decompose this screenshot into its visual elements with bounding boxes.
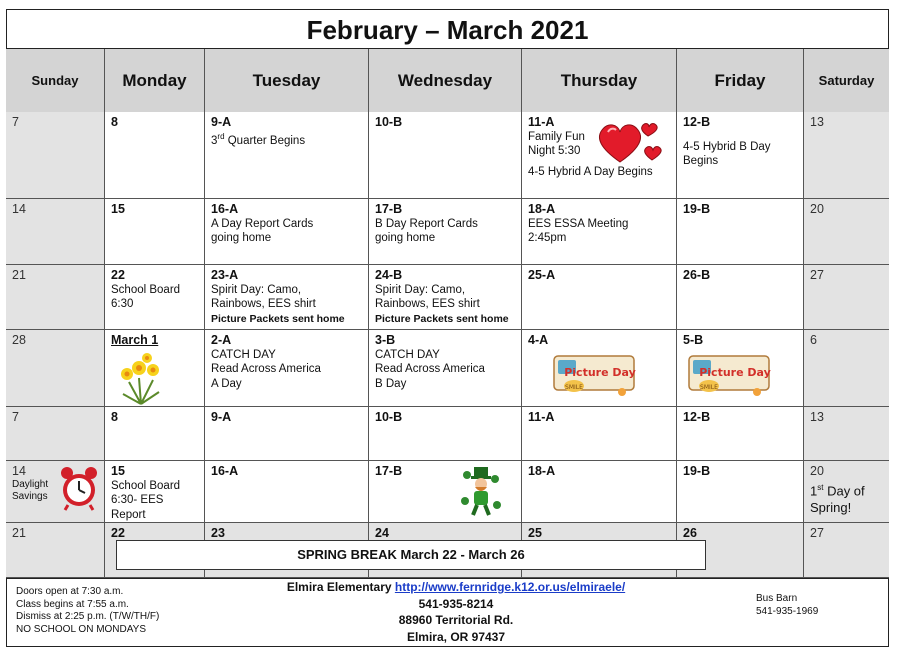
day-number: 27	[810, 268, 824, 282]
event-text: Night 5:30	[528, 145, 581, 157]
event-text: B Day	[375, 377, 407, 390]
picture-day-smile: SMILE	[565, 384, 583, 391]
event-text: CATCH DAY	[211, 348, 276, 361]
footer	[6, 578, 889, 647]
day-number: 14	[12, 202, 26, 216]
day-number: 11-A	[528, 115, 555, 129]
day-cell	[804, 523, 889, 578]
event-text: B Day Report Cards going home	[375, 217, 478, 244]
school-contact	[196, 579, 716, 645]
day-number: 14	[12, 464, 26, 478]
picture-day-label: Picture Day	[564, 366, 636, 379]
day-number: 9-A	[211, 115, 232, 129]
day-number: 4-A	[528, 333, 549, 347]
day-number: 7	[12, 410, 19, 424]
event-text: Daylight	[12, 478, 49, 490]
day-number: 16-A	[211, 202, 239, 216]
day-cell	[205, 407, 369, 461]
hearts-icon	[596, 118, 664, 168]
day-number: 25	[528, 526, 542, 540]
alarm-clock-icon	[58, 465, 100, 511]
event-text: A Day	[211, 377, 242, 390]
event-text: Picture Packets sent home	[375, 312, 509, 325]
day-number: 24-B	[375, 268, 403, 282]
day-number: 13	[810, 115, 824, 129]
header-tuesday: Tuesday	[205, 49, 369, 112]
day-number: 25-A	[528, 268, 556, 282]
day-number: 26	[683, 526, 697, 540]
day-cell	[677, 199, 804, 265]
day-cell	[522, 265, 677, 330]
leprechaun-icon	[461, 465, 501, 519]
day-number: 9-A	[211, 410, 232, 424]
day-number: 23-A	[211, 268, 239, 282]
day-number: March 1	[111, 333, 159, 347]
picture-day-label: Picture Day	[699, 366, 771, 379]
day-number: 3-B	[375, 333, 396, 347]
picture-day-icon	[685, 348, 773, 398]
day-cell	[6, 199, 105, 265]
day-cell	[804, 330, 889, 407]
day-number: 17-B	[375, 464, 403, 478]
day-cell	[677, 407, 804, 461]
daffodil-icon	[111, 348, 171, 406]
schedule-info	[16, 586, 159, 636]
day-cell	[522, 407, 677, 461]
day-number: 21	[12, 268, 26, 282]
day-cell	[369, 265, 522, 330]
day-number: 15	[111, 464, 125, 478]
event-text: Read Across America	[375, 363, 485, 375]
day-number: 20	[810, 202, 824, 216]
day-number: 26-B	[683, 268, 711, 282]
day-number: 22	[111, 268, 125, 282]
day-cell	[6, 407, 105, 461]
day-cell	[522, 199, 677, 265]
day-cell	[369, 112, 522, 199]
day-number: 12-B	[683, 115, 711, 129]
header-monday: Monday	[105, 49, 205, 112]
event-text: School Board 6:30- EES Report	[111, 479, 181, 521]
header-wednesday: Wednesday	[369, 49, 522, 112]
school-address: 88960 Territorial Rd.	[398, 613, 514, 627]
day-cell	[205, 199, 369, 265]
school-city: Elmira, OR 97437	[406, 629, 506, 644]
day-cell	[6, 112, 105, 199]
day-cell	[105, 330, 205, 407]
day-cell	[677, 265, 804, 330]
event-text: School Board 6:30	[111, 283, 181, 310]
day-number: 10-B	[375, 115, 403, 129]
day-number: 8	[111, 115, 118, 129]
day-number: 28	[12, 333, 26, 347]
calendar-title: February – March 2021	[6, 9, 889, 49]
footer-line: Class begins at 7:55 a.m.	[16, 598, 129, 610]
day-cell	[677, 112, 804, 199]
day-cell	[205, 330, 369, 407]
school-website-link[interactable]: http://www.fernridge.k12.or.us/elmiraele/	[394, 580, 626, 594]
day-cell	[105, 112, 205, 199]
day-number: 7	[12, 115, 19, 129]
day-cell	[105, 199, 205, 265]
bus-barn-info	[756, 593, 818, 618]
bus-barn-phone: 541-935-1969	[756, 605, 819, 617]
event-text: 4-5 Hybrid A Day Begins	[528, 165, 653, 178]
event-text: EES ESSA Meeting 2:45pm	[528, 217, 629, 244]
day-cell	[804, 112, 889, 199]
day-cell	[369, 330, 522, 407]
day-cell	[369, 461, 522, 523]
school-phone: 541-935-8214	[418, 596, 494, 611]
day-number: 5-B	[683, 333, 704, 347]
day-cell	[369, 407, 522, 461]
bus-barn-title: Bus Barn	[756, 593, 798, 604]
day-number: 6	[810, 333, 817, 347]
school-name: Elmira Elementary	[286, 580, 392, 594]
event-text: Picture Packets sent home	[211, 312, 345, 325]
day-number: 27	[810, 526, 824, 540]
event-text: 1st Day of Spring!	[810, 482, 865, 515]
day-number: 11-A	[528, 410, 555, 424]
event-text: Family Fun	[528, 130, 585, 143]
event-text: Read Across America	[211, 363, 321, 375]
day-cell	[205, 461, 369, 523]
day-number: 23	[211, 526, 225, 540]
day-number: 19-B	[683, 464, 711, 478]
day-number: 16-A	[211, 464, 239, 478]
day-cell	[804, 407, 889, 461]
header-saturday: Saturday	[804, 49, 889, 112]
header-thursday: Thursday	[522, 49, 677, 112]
day-number: 18-A	[528, 202, 556, 216]
day-number: 15	[111, 202, 125, 216]
day-cell	[369, 199, 522, 265]
day-number: 2-A	[211, 333, 232, 347]
day-cell	[677, 461, 804, 523]
day-number: 22	[111, 526, 125, 540]
footer-line: Doors open at 7:30 a.m.	[16, 586, 124, 597]
day-number: 18-A	[528, 464, 556, 478]
day-cell	[105, 407, 205, 461]
event-text: Spirit Day: Camo, Rainbows, EES shirt	[375, 283, 480, 310]
day-number: 17-B	[375, 202, 403, 216]
day-cell	[6, 461, 105, 523]
header-sunday: Sunday	[6, 49, 105, 112]
day-number: 12-B	[683, 410, 711, 424]
day-cell	[205, 265, 369, 330]
day-cell	[522, 330, 677, 407]
day-number: 21	[12, 526, 26, 540]
picture-day-icon	[550, 348, 638, 398]
day-number: 19-B	[683, 202, 711, 216]
day-cell	[677, 330, 804, 407]
event-text: CATCH DAY	[375, 348, 440, 361]
day-cell	[6, 523, 105, 578]
footer-line: Dismiss at 2:25 p.m. (T/W/TH/F)	[16, 611, 160, 622]
day-cell	[522, 112, 677, 199]
event-text: Spirit Day: Camo, Rainbows, EES shirt	[211, 283, 316, 310]
day-cell	[205, 112, 369, 199]
day-number: 10-B	[375, 410, 403, 424]
spring-break-banner: SPRING BREAK March 22 - March 26	[116, 540, 706, 570]
day-cell	[804, 265, 889, 330]
day-cell	[105, 461, 205, 523]
day-number: 20	[810, 464, 824, 478]
header-friday: Friday	[677, 49, 804, 112]
event-text: 3rd Quarter Begins	[211, 131, 306, 147]
day-cell	[522, 461, 677, 523]
day-number: 8	[111, 410, 118, 424]
event-text: Savings	[12, 490, 48, 502]
day-number: 13	[810, 410, 824, 424]
footer-line: NO SCHOOL ON MONDAYS	[16, 623, 147, 635]
day-cell	[105, 265, 205, 330]
picture-day-smile: SMILE	[700, 384, 718, 391]
day-cell	[804, 461, 889, 523]
day-cell	[6, 265, 105, 330]
event-text: A Day Report Cards going home	[211, 217, 314, 244]
day-cell	[6, 330, 105, 407]
event-text: 4-5 Hybrid B Day Begins	[683, 140, 771, 167]
day-number: 24	[375, 526, 389, 540]
day-cell	[804, 199, 889, 265]
